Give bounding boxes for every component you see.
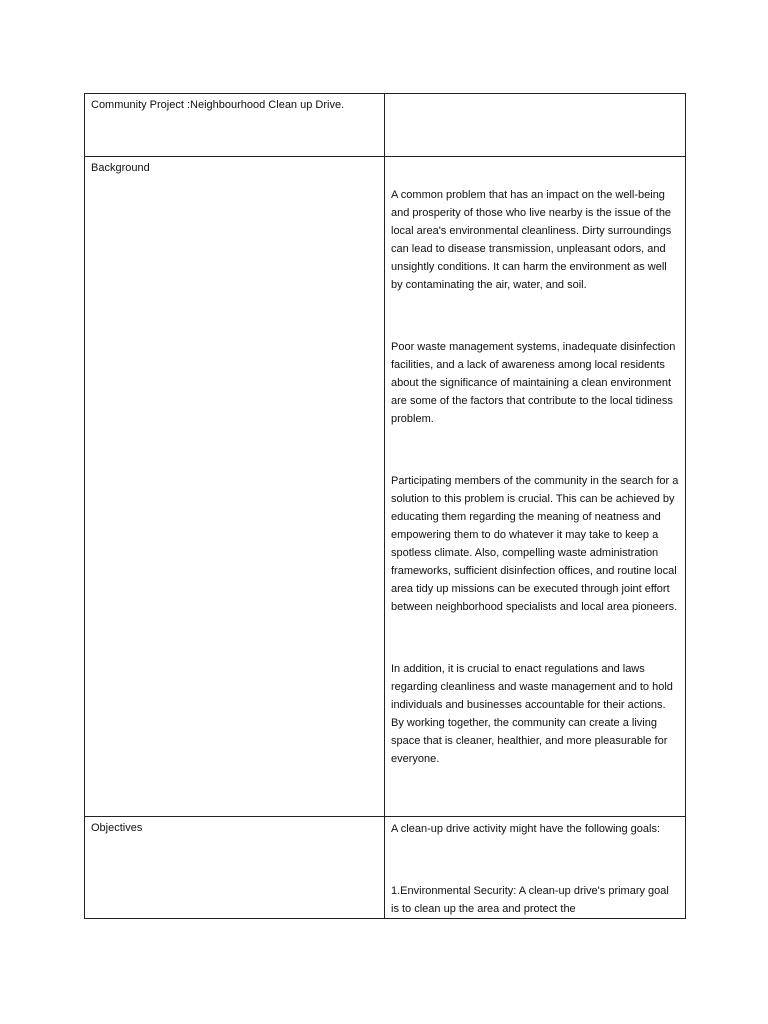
background-paragraph: Participating members of the community in the search for a solution to this problem is crucial. This can be achieved by educating them regarding the meaning of neatness and empowering them to do whatever it may take to keep a spotless climate. Also, compelling waste administration frameworks, sufficient disinfection offices, and routine local area tidy up missions can be executed through joint effort between neighborhood specialists and local area pioneers. bbox=[391, 475, 679, 613]
project-table bbox=[84, 93, 686, 919]
objectives-heading: Objectives bbox=[91, 822, 143, 834]
table-row-title bbox=[85, 94, 686, 157]
objectives-intro: A clean-up drive activity might have the following goals: bbox=[391, 823, 661, 835]
background-paragraph: Poor waste management systems, inadequate disinfection facilities, and a lack of awareness among local residents about the significance of maintaining a clean environment are some of the factors that contribute to the local tidiness problem. bbox=[391, 341, 676, 425]
objectives-label-cell bbox=[85, 817, 385, 919]
objectives-content-cell bbox=[385, 817, 686, 919]
background-label-cell bbox=[85, 157, 385, 817]
project-title: Community Project :Neighbourhood Clean up Drive. bbox=[91, 99, 345, 111]
title-label-cell bbox=[85, 94, 385, 157]
background-paragraph: A common problem that has an impact on the well-being and prosperity of those who live nearby is the issue of the local area's environmental cleanliness. Dirty surroundings can lead to disease transmission, unpleasant odors, and unsightly conditions. It can harm the environment as well by contaminating the air, water, and soil. bbox=[391, 189, 672, 291]
background-paragraph: In addition, it is crucial to enact regulations and laws regarding cleanliness and waste management and to hold individuals and businesses accountable for their actions. By working together, the community can create a living space that is cleaner, healthier, and more pleasurable for everyone. bbox=[391, 663, 673, 765]
background-heading: Background bbox=[91, 162, 150, 174]
objective-item: 1.Environmental Security: A clean-up drive's primary goal is to clean up the area and protect the bbox=[391, 885, 669, 915]
table-row-objectives bbox=[85, 817, 686, 919]
background-content-cell bbox=[385, 157, 686, 817]
title-content-cell bbox=[385, 94, 686, 157]
table-row-background bbox=[85, 157, 686, 817]
